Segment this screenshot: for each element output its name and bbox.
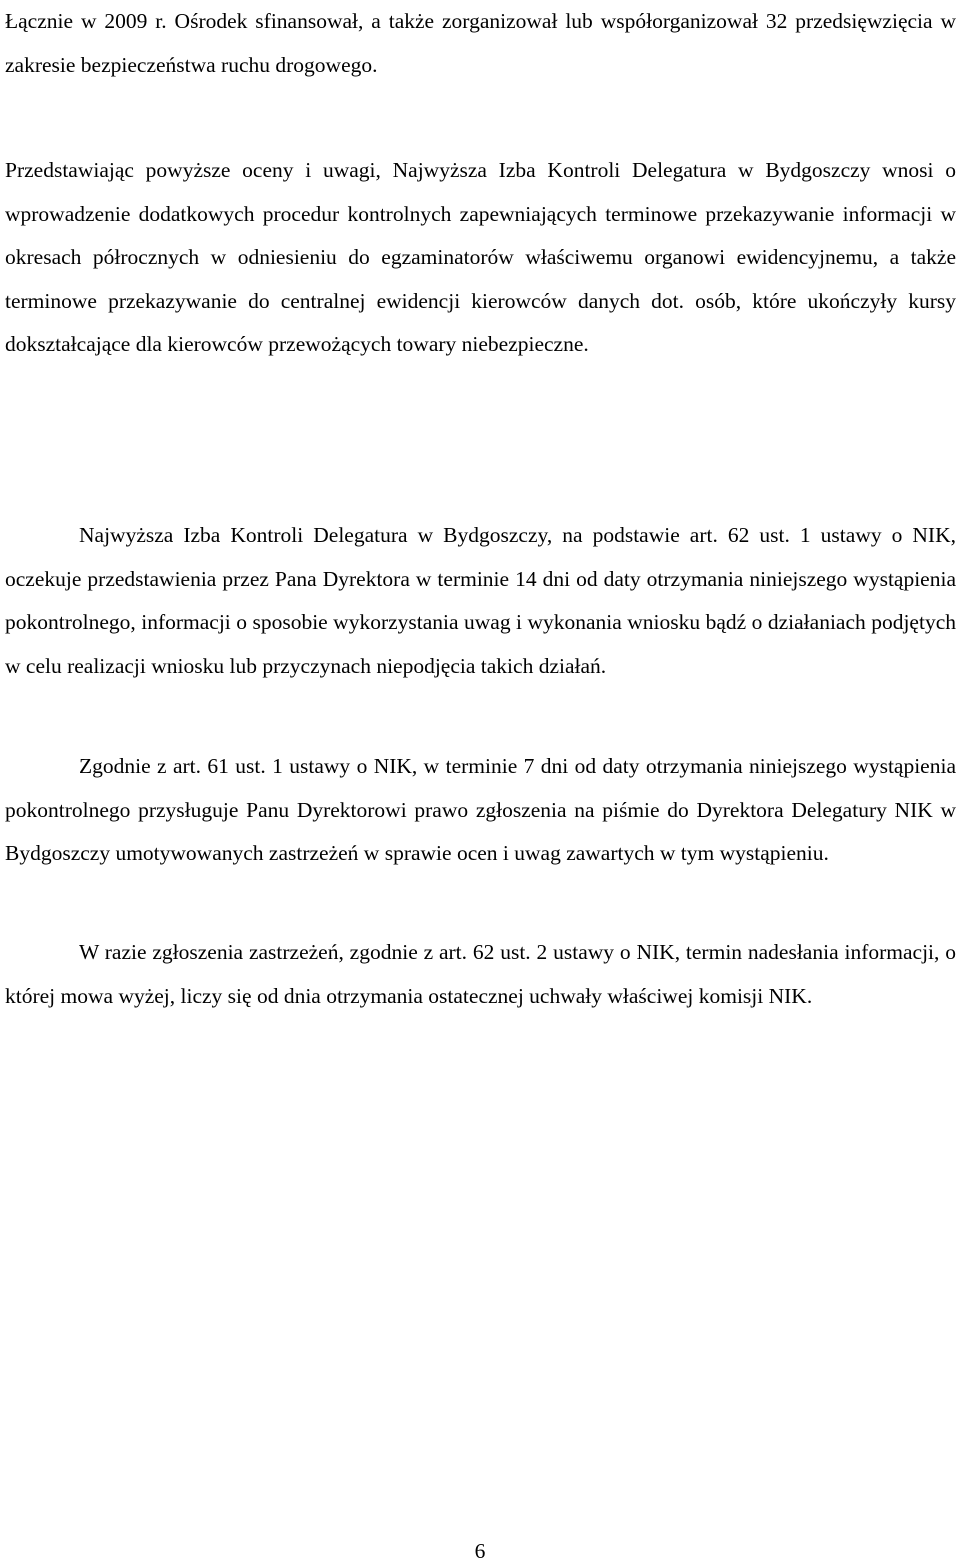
page-number: 6 [474, 1539, 486, 1563]
paragraph-recommendation: Przedstawiając powyższe oceny i uwagi, Najwyższa Izba Kontroli Delegatura w Bydgoszczy wnosi o wprowadzenie dodatkowych procedur kontrolnych zapewniających terminowe przekazywanie informacji w okresach półrocznych w odniesieniu do egzaminatorów właściwemu organowi ewidencyjnemu, a także terminowe przekazywanie do centralnej ewidencji kierowców danych dot. osób, które ukończyły kursy dokształcające dla kierowców przewożących towary niebezpieczne. [5, 158, 956, 357]
paragraph-expectation-art62: Najwyższa Izba Kontroli Delegatura w Bydgoszczy, na podstawie art. 62 ust. 1 ustawy o NIK, oczekuje przedstawienia przez Pana Dyrektora w terminie 14 dni od daty otrzymania niniejszego wystąpienia pokontrolnego, informacji o sposobie wykorzystania uwag i wykonania wniosku bądź o działaniach podjętych w celu realizacji wniosku lub przyczynach niepodjęcia takich działań. [5, 523, 956, 678]
paragraph-objections-art61: Zgodnie z art. 61 ust. 1 ustawy o NIK, w terminie 7 dni od daty otrzymania niniejszego wystąpienia pokontrolnego przysługuje Panu Dyrektorowi prawo zgłoszenia na piśmie do Dyrektora Delegatury NIK w Bydgoszczy umotywowanych zastrzeżeń w sprawie ocen i uwag zawartych w tym wystąpieniu. [5, 754, 956, 866]
paragraph-summary-2009: Łącznie w 2009 r. Ośrodek sfinansował, a także zorganizował lub współorganizował 32 przedsięwzięcia w zakresie bezpieczeństwa ruchu drogowego. [5, 9, 956, 77]
paragraph-deadline-note: W razie zgłoszenia zastrzeżeń, zgodnie z art. 62 ust. 2 ustawy o NIK, termin nadesłania informacji, o której mowa wyżej, liczy się od dnia otrzymania ostatecznej uchwały właściwej komisji NIK. [5, 940, 956, 1008]
